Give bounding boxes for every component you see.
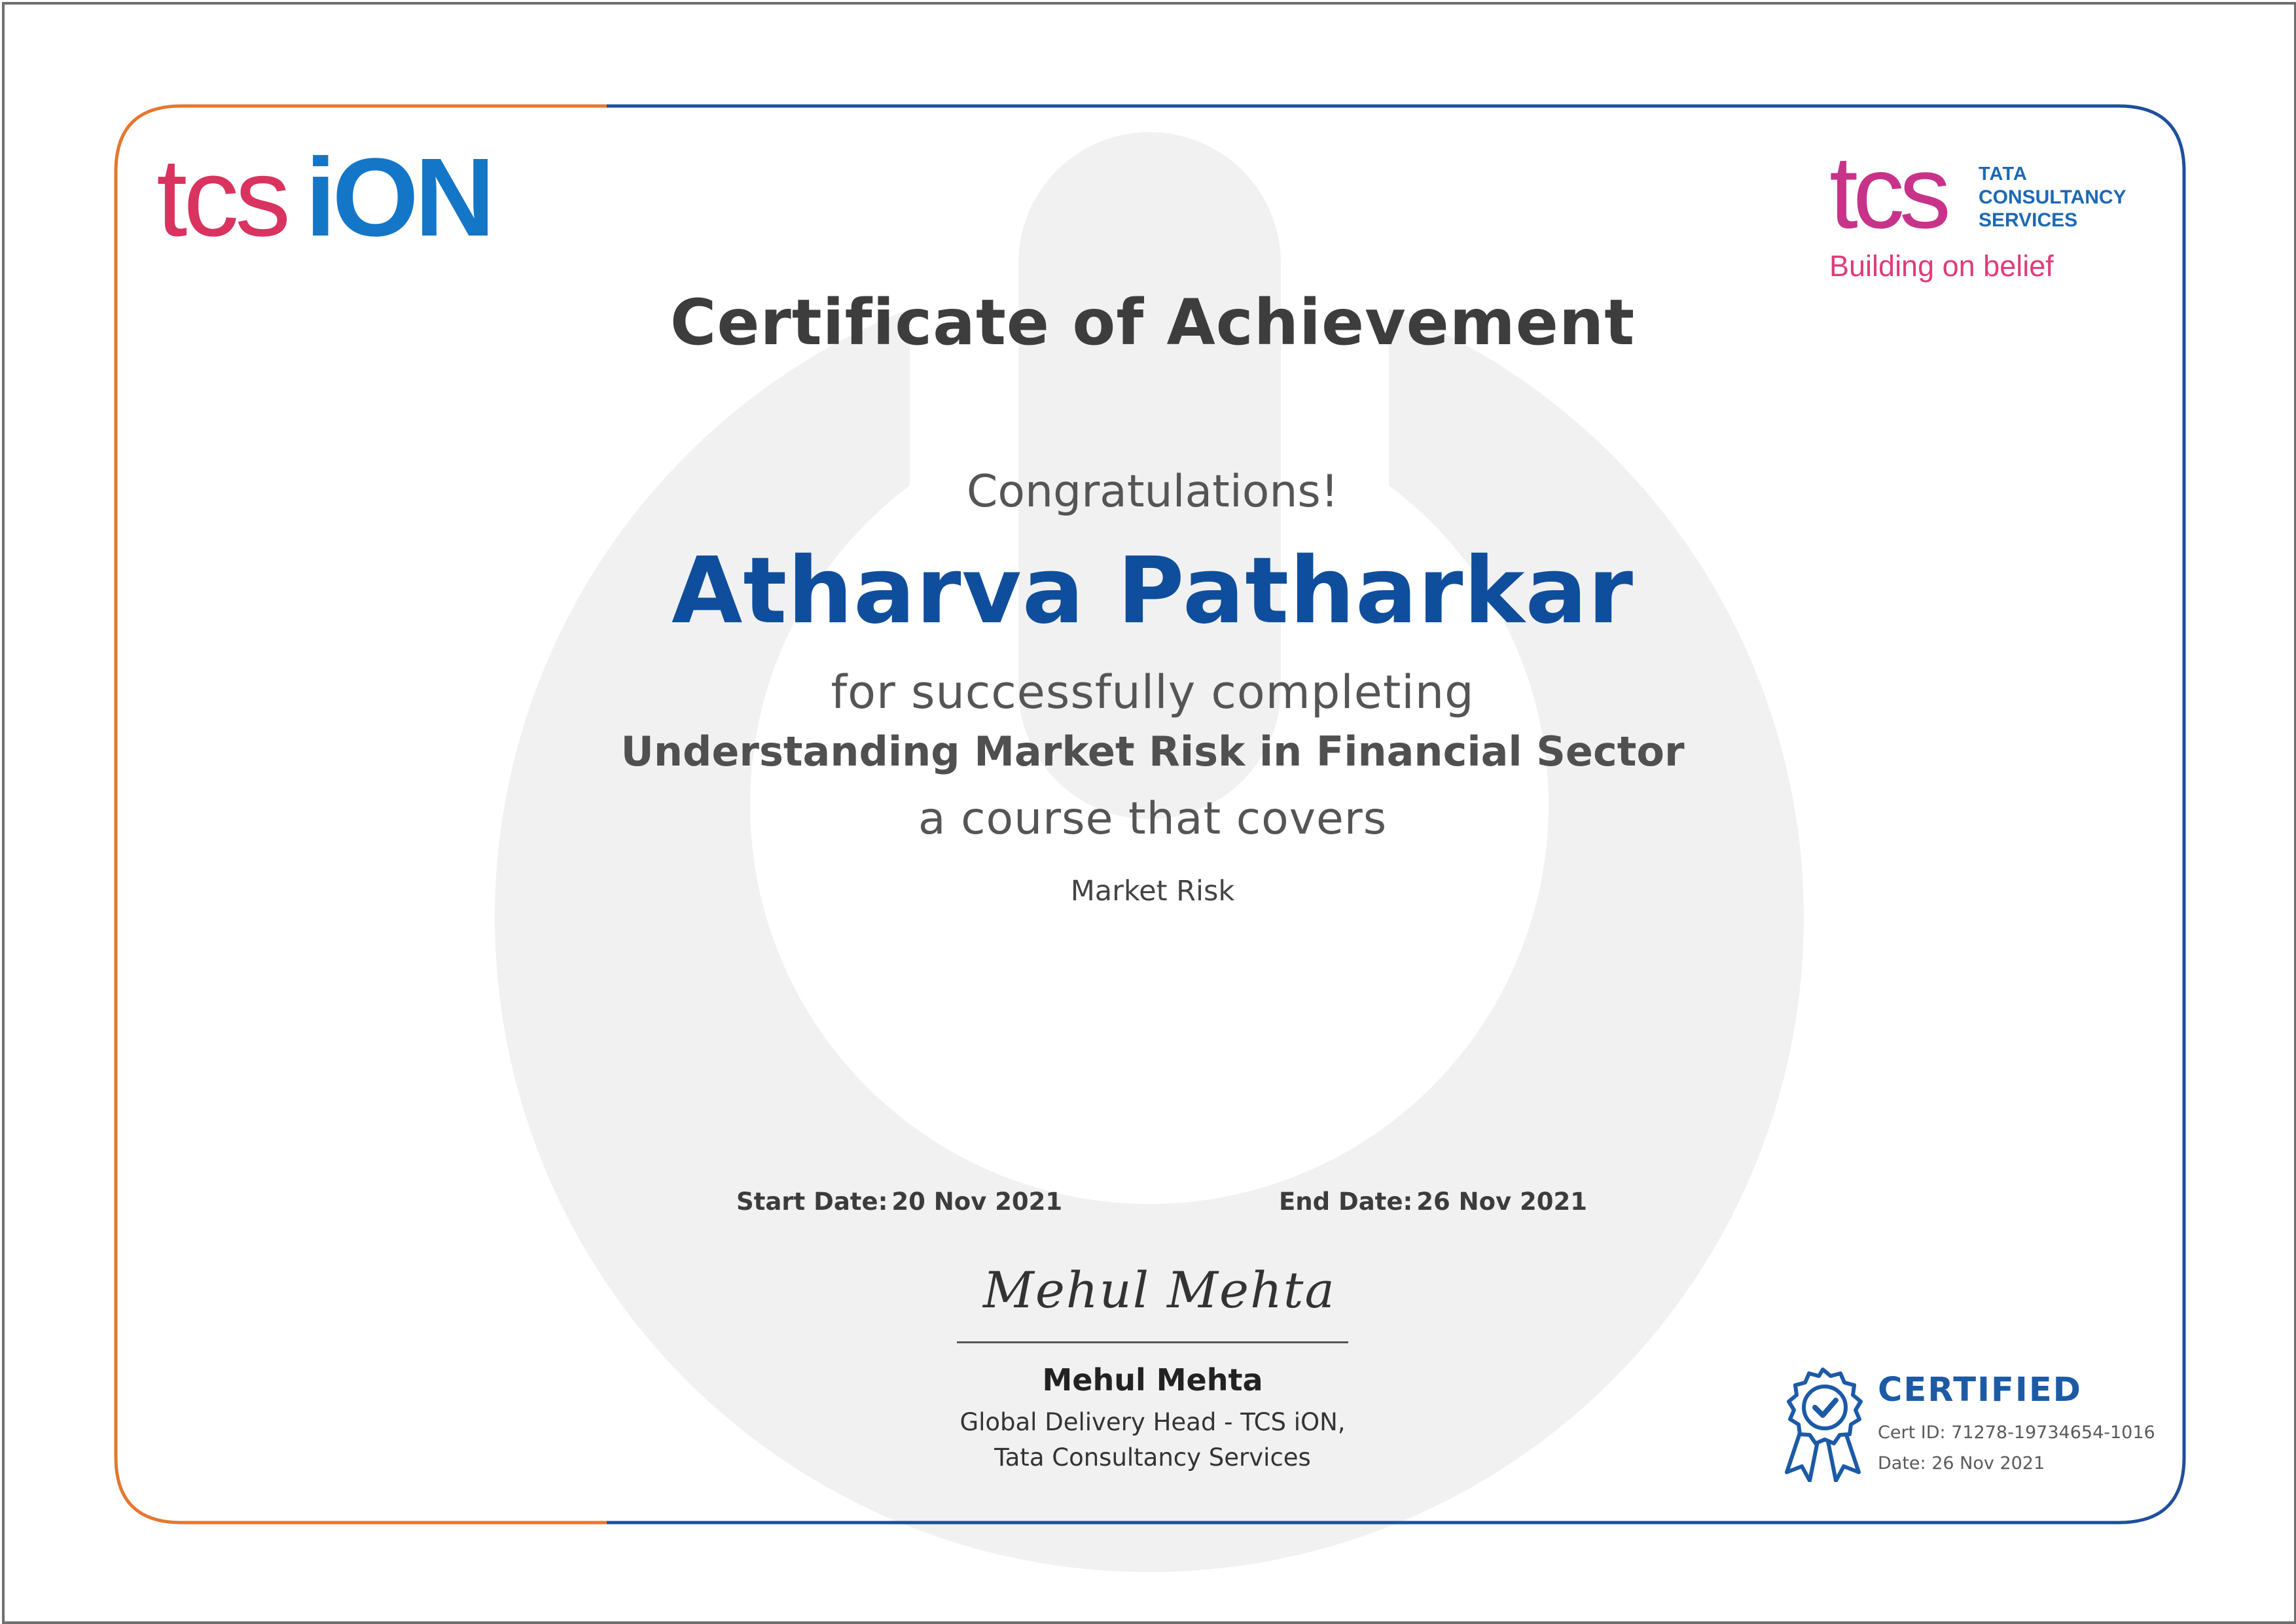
tcs-ion-logo <box>156 135 492 260</box>
tcs-tagline: Building on belief <box>1829 249 2054 283</box>
end-date <box>1279 1188 1587 1216</box>
start-date-label: Start Date: <box>736 1188 888 1216</box>
ion-logo-ion-text: iON <box>305 135 492 260</box>
cert-id <box>1878 1422 2155 1443</box>
tcs-logo-name-line2: CONSULTANCY <box>1979 186 2126 208</box>
course-name: Understanding Market Risk in Financial Sector <box>620 728 1685 775</box>
start-date <box>736 1188 1062 1216</box>
cert-date-value: 26 Nov 2021 <box>1931 1453 2045 1474</box>
greeting: Congratulations! <box>966 466 1339 518</box>
covers-text: a course that covers <box>918 793 1388 845</box>
signatory-role <box>921 1405 1384 1475</box>
signature-line <box>957 1341 1348 1343</box>
certified-badge-icon <box>1777 1364 1869 1482</box>
tata-consultancy-services-logo <box>1829 135 2144 287</box>
signatory-role-line1: Global Delivery Head - TCS iON, <box>960 1408 1346 1436</box>
tcs-logo-name-line1: TATA <box>1979 164 2028 185</box>
recipient-name: Atharva Patharkar <box>672 538 1634 644</box>
signatory-name: Mehul Mehta <box>1042 1362 1263 1398</box>
certified-label: CERTIFIED <box>1878 1371 2082 1409</box>
end-date-value: 26 Nov 2021 <box>1416 1188 1587 1216</box>
tcs-logo-name-line3: SERVICES <box>1979 209 2078 231</box>
ion-logo-tcs-text: tcs <box>156 135 287 260</box>
tcs-logo-name <box>1979 163 2149 232</box>
cert-id-label: Cert ID: <box>1878 1422 1946 1443</box>
completion-text: for successfully completing <box>831 665 1475 719</box>
start-date-value: 20 Nov 2021 <box>891 1188 1063 1216</box>
cert-date-label: Date: <box>1878 1453 1926 1474</box>
signatory-role-line2: Tata Consultancy Services <box>994 1443 1311 1472</box>
cert-id-value: 71278-19734654-1016 <box>1951 1422 2155 1443</box>
course-topic: Market Risk <box>1070 875 1235 908</box>
tcs-logo-mark: tcs <box>1829 135 1946 250</box>
certificate-page <box>2 2 2296 1624</box>
cert-date <box>1878 1453 2045 1474</box>
certificate-title: Certificate of Achievement <box>670 286 1636 359</box>
handwritten-signature: Mehul Mehta <box>983 1261 1336 1319</box>
end-date-label: End Date: <box>1279 1188 1413 1216</box>
